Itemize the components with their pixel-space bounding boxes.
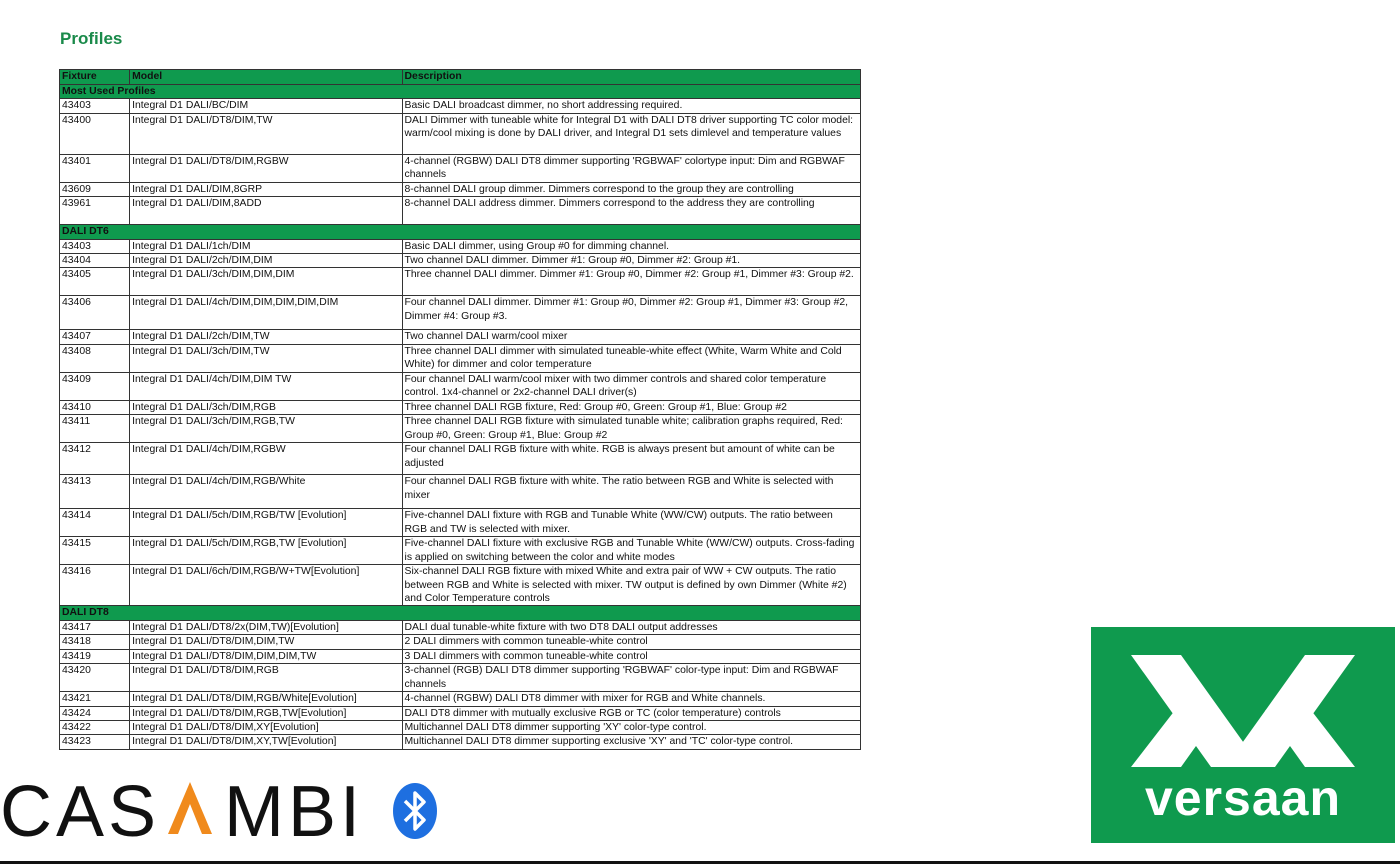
table-row [60,565,861,606]
cell-fixture: 43413 [60,475,130,509]
cell-fixture: 43417 [60,620,130,634]
cell-model: Integral D1 DALI/4ch/DIM,RGB/White [130,475,402,509]
cell-fixture: 43405 [60,268,130,296]
cell-model: Integral D1 DALI/3ch/DIM,TW [130,344,402,372]
section-label: Most Used Profiles [60,85,861,99]
column-header-description: Description [402,70,860,85]
cell-fixture: 43418 [60,635,130,649]
cell-model: Integral D1 DALI/2ch/DIM,DIM [130,254,402,268]
table-row [60,268,861,296]
section-row [60,85,861,99]
cell-fixture: 43403 [60,99,130,113]
cell-fixture: 43424 [60,706,130,720]
cell-description: Six-channel DALI RGB fixture with mixed White and extra pair of WW + CW outputs. The ratio between RGB and White is selected with mixer. TW output is defined by own Dimmer (White #2) and Color Temperature controls [402,565,860,606]
cell-description: Two channel DALI warm/cool mixer [402,330,860,344]
section-label: DALI DT6 [60,225,861,239]
cell-description: 8-channel DALI address dimmer. Dimmers correspond to the address they are controlling [402,197,860,225]
table-row [60,197,861,225]
table-row [60,475,861,509]
cell-fixture: 43414 [60,509,130,537]
table-row [60,372,861,400]
cell-model: Integral D1 DALI/6ch/DIM,RGB/W+TW[Evolution] [130,565,402,606]
cell-model: Integral D1 DALI/1ch/DIM [130,239,402,253]
cell-model: Integral D1 DALI/3ch/DIM,RGB,TW [130,415,402,443]
cell-description: Four channel DALI warm/cool mixer with two dimmer controls and shared color temperature control. 1x4-channel or 2x2-channel DALI driver(s) [402,372,860,400]
table-row [60,620,861,634]
casambi-a-shape [168,782,212,834]
cell-description: Five-channel DALI fixture with RGB and Tunable White (WW/CW) outputs. The ratio between RGB and TW is selected with mixer. [402,509,860,537]
table-row [60,182,861,196]
cell-fixture: 43420 [60,664,130,692]
cell-model: Integral D1 DALI/DT8/DIM,RGB,TW[Evolution] [130,706,402,720]
cell-description: Multichannel DALI DT8 dimmer supporting 'XY' color-type control. [402,720,860,734]
section-label: DALI DT8 [60,606,861,620]
cell-model: Integral D1 DALI/DIM,8ADD [130,197,402,225]
table-row [60,635,861,649]
cell-fixture: 43415 [60,537,130,565]
cell-fixture: 43403 [60,239,130,253]
cell-description: Three channel DALI RGB fixture with simulated tunable white; calibration graphs required, Red: Group #0, Green: Group #1, Blue: Group #2 [402,415,860,443]
table-row [60,509,861,537]
section-row [60,225,861,239]
table-row [60,706,861,720]
cell-fixture: 43407 [60,330,130,344]
cell-fixture: 43404 [60,254,130,268]
cell-description: 3-channel (RGB) DALI DT8 dimmer supporting 'RGBWAF' color-type input: Dim and RGBWAF channels [402,664,860,692]
cell-model: Integral D1 DALI/3ch/DIM,DIM,DIM [130,268,402,296]
cell-model: Integral D1 DALI/DT8/DIM,XY,TW[Evolution] [130,735,402,749]
cell-model: Integral D1 DALI/BC/DIM [130,99,402,113]
casambi-logo [0,776,450,846]
table-row [60,400,861,414]
cell-model: Integral D1 DALI/4ch/DIM,DIM,DIM,DIM,DIM [130,296,402,330]
table-row [60,344,861,372]
cell-fixture: 43609 [60,182,130,196]
table-row [60,239,861,253]
cell-description: 4-channel (RGBW) DALI DT8 dimmer supporting 'RGBWAF' colortype input: Dim and RGBWAF channels [402,154,860,182]
casambi-wordmark [0,776,390,846]
svg-text:CAS: CAS [0,776,161,846]
cell-description: 3 DALI dimmers with common tuneable-white control [402,649,860,663]
cell-model: Integral D1 DALI/2ch/DIM,TW [130,330,402,344]
table-row [60,99,861,113]
cell-description: Three channel DALI dimmer with simulated tuneable-white effect (White, Warm White and Cold White) for dimmer and color temperature [402,344,860,372]
cell-fixture: 43961 [60,197,130,225]
cell-model: Integral D1 DALI/DT8/DIM,TW [130,113,402,154]
cell-model: Integral D1 DALI/DT8/DIM,RGBW [130,154,402,182]
cell-description: DALI DT8 dimmer with mutually exclusive RGB or TC (color temperature) controls [402,706,860,720]
cell-description: Three channel DALI dimmer. Dimmer #1: Group #0, Dimmer #2: Group #1, Dimmer #3: Group #2. [402,268,860,296]
column-header-fixture: Fixture [60,70,130,85]
table-row [60,649,861,663]
cell-description: 8-channel DALI group dimmer. Dimmers correspond to the group they are controlling [402,182,860,196]
cell-model: Integral D1 DALI/5ch/DIM,RGB,TW [Evolution] [130,537,402,565]
cell-fixture: 43400 [60,113,130,154]
section-row [60,606,861,620]
cell-fixture: 43422 [60,720,130,734]
cell-fixture: 43423 [60,735,130,749]
cell-model: Integral D1 DALI/4ch/DIM,DIM TW [130,372,402,400]
cell-description: Four channel DALI RGB fixture with white. RGB is always present but amount of white can be adjusted [402,443,860,475]
cell-fixture: 43419 [60,649,130,663]
cell-fixture: 43410 [60,400,130,414]
cell-model: Integral D1 DALI/4ch/DIM,RGBW [130,443,402,475]
table-row [60,735,861,749]
cell-fixture: 43406 [60,296,130,330]
cell-fixture: 43401 [60,154,130,182]
cell-description: Basic DALI dimmer, using Group #0 for dimming channel. [402,239,860,253]
cell-model: Integral D1 DALI/DT8/DIM,RGB [130,664,402,692]
versaan-logo [1091,627,1395,843]
profiles-table [59,69,861,750]
cell-description: 4-channel (RGBW) DALI DT8 dimmer with mixer for RGB and White channels. [402,692,860,706]
cell-model: Integral D1 DALI/DT8/DIM,DIM,DIM,TW [130,649,402,663]
cell-model: Integral D1 DALI/DIM,8GRP [130,182,402,196]
cell-description: Three channel DALI RGB fixture, Red: Group #0, Green: Group #1, Blue: Group #2 [402,400,860,414]
cell-description: DALI dual tunable-white fixture with two DT8 DALI output addresses [402,620,860,634]
versaan-wordmark: versaan [1144,770,1342,826]
cell-fixture: 43416 [60,565,130,606]
cell-fixture: 43409 [60,372,130,400]
cell-description: 2 DALI dimmers with common tuneable-white control [402,635,860,649]
versaan-emblem [1091,627,1395,767]
table-header-row [60,70,861,85]
table-row [60,296,861,330]
table-row [60,537,861,565]
table-row [60,415,861,443]
page-title: Profiles [60,29,123,48]
cell-fixture: 43411 [60,415,130,443]
cell-fixture: 43412 [60,443,130,475]
table-row [60,254,861,268]
cell-fixture: 43408 [60,344,130,372]
table-row [60,330,861,344]
cell-description: DALI Dimmer with tuneable white for Integral D1 with DALI DT8 driver supporting TC color model: warm/cool mixing is done by DALI driver, and Integral D1 sets dimlevel and temperature values [402,113,860,154]
cell-description: Four channel DALI RGB fixture with white. The ratio between RGB and White is selected with mixer [402,475,860,509]
table-row [60,664,861,692]
column-header-model: Model [130,70,402,85]
cell-description: Five-channel DALI fixture with exclusive RGB and Tunable White (WW/CW) outputs. Cross-fading is applied on switching between the color and white modes [402,537,860,565]
cell-model: Integral D1 DALI/DT8/DIM,XY[Evolution] [130,720,402,734]
cell-description: Multichannel DALI DT8 dimmer supporting exclusive 'XY' and 'TC' color-type control. [402,735,860,749]
table-body [60,85,861,750]
cell-description: Basic DALI broadcast dimmer, no short addressing required. [402,99,860,113]
cell-model: Integral D1 DALI/3ch/DIM,RGB [130,400,402,414]
cell-model: Integral D1 DALI/DT8/DIM,DIM,TW [130,635,402,649]
cell-fixture: 43421 [60,692,130,706]
cell-model: Integral D1 DALI/DT8/2x(DIM,TW)[Evolution] [130,620,402,634]
table-row [60,113,861,154]
cell-model: Integral D1 DALI/5ch/DIM,RGB/TW [Evolution] [130,509,402,537]
cell-description: Four channel DALI dimmer. Dimmer #1: Group #0, Dimmer #2: Group #1, Dimmer #3: Group #2, Dimmer #4: Group #3. [402,296,860,330]
table-row [60,443,861,475]
bluetooth-icon [392,782,438,840]
cell-description: Two channel DALI dimmer. Dimmer #1: Group #0, Dimmer #2: Group #1. [402,254,860,268]
cell-model: Integral D1 DALI/DT8/DIM,RGB/White[Evolution] [130,692,402,706]
table-row [60,154,861,182]
table-row [60,692,861,706]
table-row [60,720,861,734]
svg-text:MBI: MBI [224,776,365,846]
